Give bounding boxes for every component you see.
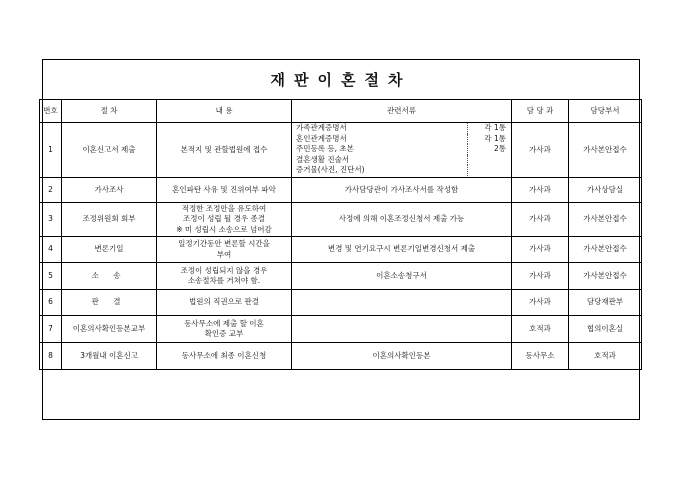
row-content [157,263,292,290]
row-dept: 가사본안접수 [569,237,642,263]
table-row [40,290,642,316]
row-docs: 사정에 의해 이혼조정신청서 제출 가능 [292,203,512,237]
doc-name: 증거물(사진, 진단서) [296,165,365,175]
content-line: 조정이 성립 될 경우 종결 [183,214,265,224]
doc-count: 2통 [467,144,511,155]
doc-count: 각 1통 [467,134,511,145]
content-line: 확인증 교부 [204,329,244,338]
content-line: ※ 미 성립시 소송으로 넘어감 [176,224,272,234]
content-line: 조정이 성립되지 않을 경우 [180,265,268,275]
header-content: 내 용 [157,100,292,123]
row-manager: 동사무소 [512,343,569,370]
row-docs: 가사담당관이 가사조사서를 작성함 [292,178,512,203]
table-row [40,263,642,290]
row-content [157,316,292,343]
row-no: 2 [40,178,62,203]
table-row [40,237,642,263]
row-docs: 변경 및 연기요구시 변론기일변경신청서 제출 [292,237,512,263]
row-content: 혼인파탄 사유 및 진위여부 파악 [157,178,292,203]
table-row [40,123,642,178]
row-step: 조정위원회 회부 [62,203,157,237]
procedure-table [39,99,642,370]
row-docs [292,290,512,316]
row-step: 이혼신고서 제출 [62,123,157,178]
row-docs [292,123,512,178]
row-manager: 가사과 [512,290,569,316]
doc-count: 각 1통 [467,123,511,134]
header-dept: 담당부서 [569,100,642,123]
header-manager: 담 당 과 [512,100,569,123]
row-step: 가사조사 [62,178,157,203]
content-line: 일정기간동안 변론할 시간을 [178,239,270,249]
header-step: 절 차 [62,100,157,123]
row-manager: 가사과 [512,203,569,237]
row-docs: 이혼의사확인등본 [292,343,512,370]
row-manager: 가사과 [512,237,569,263]
row-no: 1 [40,123,62,178]
doc-count [467,165,511,176]
table-header-row [40,100,642,123]
row-no: 4 [40,237,62,263]
row-manager: 가사과 [512,178,569,203]
row-manager: 가사과 [512,123,569,178]
doc-line [292,123,511,134]
row-manager: 호적과 [512,316,569,343]
doc-line [292,155,511,166]
table-row [40,343,642,370]
doc-line [292,165,511,176]
row-manager: 가사과 [512,263,569,290]
doc-name: 결혼생활 진술서 [296,154,350,164]
row-dept: 가사상담실 [569,178,642,203]
row-no: 5 [40,263,62,290]
content-line: 적정한 조정안을 유도하여 [181,204,267,214]
row-dept: 담당재판부 [569,290,642,316]
row-content: 동사무소에 최종 이혼신청 [157,343,292,370]
table-row [40,203,642,237]
row-content [157,237,292,263]
row-dept: 가사본안접수 [569,203,642,237]
row-content: 법원의 직권으로 판결 [157,290,292,316]
row-no: 6 [40,290,62,316]
row-content: 본적지 및 관할법원에 접수 [157,123,292,178]
row-step: 변론기일 [62,237,157,263]
header-no: 번호 [40,100,62,123]
table-row [40,316,642,343]
row-no: 7 [40,316,62,343]
doc-name: 주민등록 등, 초본 [296,144,354,154]
document-title: 재판이혼절차 [270,71,412,89]
content-line: 소송절차를 거쳐야 함. [187,276,261,285]
row-no: 8 [40,343,62,370]
row-content [157,203,292,237]
row-dept: 협의이혼실 [569,316,642,343]
header-docs: 관련서류 [292,100,512,123]
doc-line [292,134,511,145]
row-docs: 이혼소송청구서 [292,263,512,290]
doc-line [292,144,511,155]
row-step: 3개월내 이혼신고 [62,343,157,370]
procedure-document [42,59,640,420]
row-dept: 가사본안접수 [569,263,642,290]
table-row [40,178,642,203]
row-dept: 가사본안접수 [569,123,642,178]
doc-count [467,155,511,166]
row-step: 판 결 [62,290,157,316]
row-no: 3 [40,203,62,237]
row-step: 이혼의사확인등본교부 [62,316,157,343]
row-step: 소 송 [62,263,157,290]
doc-name: 혼인관계증명서 [296,133,347,143]
doc-name: 가족관계증명서 [296,123,347,132]
content-line: 동사무소에 제출 할 이혼 [184,318,264,328]
row-dept: 호적과 [569,343,642,370]
content-line: 부여 [216,249,232,259]
row-docs [292,316,512,343]
